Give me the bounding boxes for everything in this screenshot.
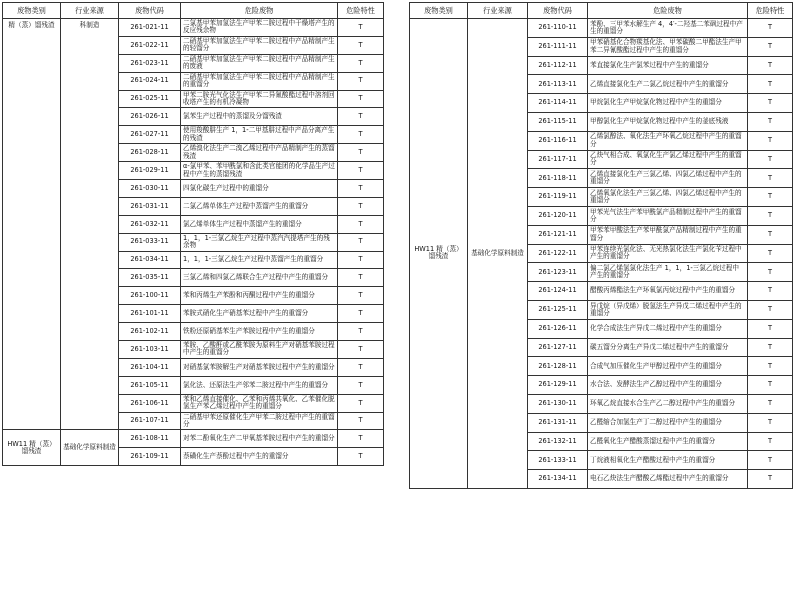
waste-description: 苯和乙烯直接催化、乙苯和丙烯共氧化、乙苯催化脱氢生产苯乙烯过程中产生的重馏分 — [181, 394, 338, 412]
hazard-property: T — [748, 112, 793, 131]
waste-code: 261-113-11 — [528, 75, 588, 94]
header-code: 废物代码 — [119, 3, 181, 19]
industry-cell: 基础化学原料制造 — [61, 430, 119, 466]
waste-code: 261-108-11 — [119, 430, 181, 448]
waste-description: 水合法、发酵法生产乙醇过程中产生的重馏分 — [588, 376, 748, 395]
waste-code: 261-026-11 — [119, 108, 181, 126]
waste-code: 261-133-11 — [528, 451, 588, 470]
header-code: 废物代码 — [528, 3, 588, 19]
waste-description: 1，1，1-三氯乙烷生产过程中蒸馏产生的重馏分 — [181, 251, 338, 269]
waste-code: 261-118-11 — [528, 169, 588, 188]
industry-cell: 科制造 — [61, 19, 119, 430]
hazard-property: T — [748, 225, 793, 244]
waste-description: 二硝基甲苯加氢法生产甲苯二胺过程中产品精制产生的轻馏分 — [181, 36, 338, 54]
hazard-property: T — [748, 357, 793, 376]
hazard-property: T — [338, 341, 384, 359]
waste-code: 261-105-11 — [119, 376, 181, 394]
waste-code: 261-111-11 — [528, 37, 588, 56]
hazard-property: T — [748, 19, 793, 38]
table-row — [3, 19, 384, 37]
hazard-property: T — [338, 108, 384, 126]
waste-code: 261-114-11 — [528, 94, 588, 113]
hazard-property: T — [338, 72, 384, 90]
waste-code: 261-100-11 — [119, 287, 181, 305]
hazard-property: T — [748, 244, 793, 263]
waste-description: 铁粉还原硝基苯生产苯胺过程中产生的重馏分 — [181, 323, 338, 341]
waste-description: 甲苯连续光氯化法、无光热氯化法生产氯化苄过程中产生的重馏分 — [588, 244, 748, 263]
waste-description: 氯化法、还原法生产邻苯二胺过程中产生的重馏分 — [181, 376, 338, 394]
waste-code: 261-022-11 — [119, 36, 181, 54]
waste-description: 使用羧酸肼生产 1，1-二甲基肼过程中产品分离产生的残渣 — [181, 126, 338, 144]
waste-description: 对硝基氯苯胺解生产对硝基苯胺过程中产生的重馏分 — [181, 358, 338, 376]
hazard-property: T — [748, 282, 793, 301]
category-cell: 精（蒸）馏残渣 — [3, 19, 61, 430]
waste-code: 261-030-11 — [119, 180, 181, 198]
waste-description: 甲醇氯化生产甲烷氯化物过程中产生的釜底残液 — [588, 112, 748, 131]
waste-description: 三氯乙烯和四氯乙烯联合生产过程中产生的重馏分 — [181, 269, 338, 287]
waste-description: 乙烯直接氯化生产三氯乙烯、四氯乙烯过程中产生的重馏分 — [588, 169, 748, 188]
waste-description: α-氯甲苯、苯甲酰氯和含此类官能团的化学品生产过程中产生的蒸馏残渣 — [181, 162, 338, 180]
waste-description: 四氯化碳生产过程中的重馏分 — [181, 180, 338, 198]
hazard-property: T — [748, 432, 793, 451]
waste-code: 261-027-11 — [119, 126, 181, 144]
hazard-property: T — [748, 394, 793, 413]
left-waste-table — [2, 2, 384, 466]
waste-description: 甲苯二胺光气化法生产甲苯二异氰酸酯过程中溶剂回收塔产生的有机冷凝物 — [181, 90, 338, 108]
left-table-header — [3, 3, 384, 19]
waste-description: 氯苯生产过程中的蒸馏及分馏残渣 — [181, 108, 338, 126]
waste-description: 萘磺化生产萘酚过程中产生的重馏分 — [181, 448, 338, 466]
header-industry: 行业来源 — [468, 3, 528, 19]
waste-description: 甲苯光气法生产苯甲酰氯产品精制过程中产生的重馏分 — [588, 206, 748, 225]
waste-code: 261-129-11 — [528, 376, 588, 395]
hazard-property: T — [748, 263, 793, 282]
waste-code: 261-023-11 — [119, 54, 181, 72]
category-cell: HW11 精（蒸）馏残渣 — [3, 430, 61, 466]
waste-description: 丁烷液相氧化生产醋酸过程中产生的重馏分 — [588, 451, 748, 470]
waste-description: 甲苯硝基化合物羰基化法、甲苯碳酸二甲酯法生产甲苯二异氰酸酯过程中产生的重馏分 — [588, 37, 748, 56]
header-waste: 危险废物 — [181, 3, 338, 19]
hazard-property: T — [338, 412, 384, 430]
hazard-property: T — [338, 215, 384, 233]
waste-code: 261-028-11 — [119, 144, 181, 162]
waste-code: 261-103-11 — [119, 341, 181, 359]
waste-code: 261-117-11 — [528, 150, 588, 169]
waste-code: 261-021-11 — [119, 19, 181, 37]
hazard-property: T — [338, 394, 384, 412]
waste-code: 261-104-11 — [119, 358, 181, 376]
waste-description: 偏二氯乙烯氢氯化法生产 1，1，1-三氯乙烷过程中产生的重馏分 — [588, 263, 748, 282]
left-table-body — [3, 19, 384, 466]
hazard-property: T — [748, 131, 793, 150]
waste-description: 对苯二酚氧化生产二甲氧基苯胺过程中产生的重馏分 — [181, 430, 338, 448]
hazard-property: T — [338, 144, 384, 162]
waste-description: 二氯基甲苯加氢法生产甲苯二胺过程中干燥塔产生的反应残余物 — [181, 19, 338, 37]
hazard-property: T — [338, 54, 384, 72]
waste-description: 苯直接氯化生产氯苯过程中产生的重馏分 — [588, 56, 748, 75]
hazard-property: T — [338, 180, 384, 198]
hazard-property: T — [338, 162, 384, 180]
header-hazard: 危险特性 — [748, 3, 793, 19]
waste-code: 261-034-11 — [119, 251, 181, 269]
hazard-property: T — [748, 451, 793, 470]
waste-code: 261-107-11 — [119, 412, 181, 430]
waste-description: 苯和丙烯生产苯酚和丙酮过程中产生的重馏分 — [181, 287, 338, 305]
waste-code: 261-134-11 — [528, 470, 588, 489]
waste-description: 二氯乙烯单体生产过程中蒸馏产生的重馏分 — [181, 197, 338, 215]
waste-description: 电石乙炔法生产醋酸乙烯酯过程中产生的重馏分 — [588, 470, 748, 489]
waste-code: 261-119-11 — [528, 188, 588, 207]
waste-description: 乙烯溴化法生产二溴乙烯过程中产品精制产生的蒸馏残渣 — [181, 144, 338, 162]
header-category: 废物类别 — [410, 3, 468, 19]
hazard-property: T — [338, 430, 384, 448]
hazard-property: T — [748, 188, 793, 207]
waste-code: 261-032-11 — [119, 215, 181, 233]
hazard-property: T — [338, 36, 384, 54]
hazard-property: T — [748, 470, 793, 489]
waste-code: 261-025-11 — [119, 90, 181, 108]
waste-code: 261-132-11 — [528, 432, 588, 451]
waste-code: 261-125-11 — [528, 300, 588, 319]
waste-description: 化学合成法生产异戊二烯过程中产生的重馏分 — [588, 319, 748, 338]
waste-code: 261-127-11 — [528, 338, 588, 357]
header-waste: 危险废物 — [588, 3, 748, 19]
hazard-property: T — [748, 56, 793, 75]
hazard-property: T — [748, 150, 793, 169]
waste-description: 二硝基甲苯加氢法生产甲苯二胺过程中产品精制产生的废液 — [181, 54, 338, 72]
waste-code: 261-123-11 — [528, 263, 588, 282]
hazard-property: T — [748, 169, 793, 188]
hazard-property: T — [338, 251, 384, 269]
waste-code: 261-102-11 — [119, 323, 181, 341]
waste-description: 苯胺式硝化生产硝基苯过程中产生的重馏分 — [181, 305, 338, 323]
waste-code: 261-115-11 — [528, 112, 588, 131]
hazard-property: T — [748, 338, 793, 357]
waste-code: 261-109-11 — [119, 448, 181, 466]
hazard-property: T — [748, 300, 793, 319]
hazard-property: T — [338, 358, 384, 376]
waste-description: 异戊烷（异戊烯）脱氢法生产异戊二烯过程中产生的重馏分 — [588, 300, 748, 319]
hazard-property: T — [338, 287, 384, 305]
waste-code: 261-110-11 — [528, 19, 588, 38]
waste-description: 乙烯直接氯化生产二氯乙烷过程中产生的重馏分 — [588, 75, 748, 94]
waste-description: 二硝基甲苯加氢法生产甲苯二胺过程中产品精制产生的重馏分 — [181, 72, 338, 90]
hazard-property: T — [748, 319, 793, 338]
hazard-property: T — [748, 413, 793, 432]
waste-code: 261-128-11 — [528, 357, 588, 376]
hazard-property: T — [748, 75, 793, 94]
hazard-property: T — [338, 305, 384, 323]
waste-description: 乙炔气相合成、氧氯化生产氯乙烯过程中产生的重馏分 — [588, 150, 748, 169]
waste-description: 甲烷氯化生产甲烷氯化物过程中产生的重馏分 — [588, 94, 748, 113]
hazard-property: T — [748, 94, 793, 113]
waste-description: 苯胺、乙酸酐或乙酰苯胺为原料生产对硝基苯胺过程中产生的重馏分 — [181, 341, 338, 359]
waste-description: 氯乙烯单体生产过程中蒸馏产生的重馏分 — [181, 215, 338, 233]
waste-description: 甲苯苯甲酸法生产苯甲酰氯产品精制过程中产生的重馏分 — [588, 225, 748, 244]
hazard-property: T — [338, 448, 384, 466]
waste-code: 261-116-11 — [528, 131, 588, 150]
waste-description: 碳五馏分分离生产异戊二烯过程中产生的重馏分 — [588, 338, 748, 357]
waste-description: 乙醛氧化生产醋酸蒸馏过程中产生的重馏分 — [588, 432, 748, 451]
waste-description: 苯酚、三甲苯水解生产 4，4′-二羟基二苯砜过程中产生的重馏分 — [588, 19, 748, 38]
header-hazard: 危险特性 — [338, 3, 384, 19]
hazard-property: T — [338, 233, 384, 251]
hazard-property: T — [338, 197, 384, 215]
waste-code: 261-101-11 — [119, 305, 181, 323]
right-table-header — [410, 3, 793, 19]
waste-code: 261-126-11 — [528, 319, 588, 338]
waste-code: 261-024-11 — [119, 72, 181, 90]
waste-description: 合成气加压催化生产甲醇过程中产生的重馏分 — [588, 357, 748, 376]
hazard-property: T — [338, 126, 384, 144]
hazard-property: T — [338, 323, 384, 341]
table-row — [410, 19, 793, 38]
waste-code: 261-131-11 — [528, 413, 588, 432]
hazard-property: T — [338, 376, 384, 394]
waste-code: 261-121-11 — [528, 225, 588, 244]
waste-code: 261-029-11 — [119, 162, 181, 180]
waste-description: 醋酸丙烯酯法生产环氧氯丙烷过程中产生的重馏分 — [588, 282, 748, 301]
table-row — [3, 430, 384, 448]
right-table-body — [410, 19, 793, 489]
hazard-property: T — [748, 206, 793, 225]
waste-description: 1，1，1-三氯乙烷生产过程中蒸汽汽提塔产生的残余物 — [181, 233, 338, 251]
waste-description: 二硝基甲苯还原催化生产甲苯二胺过程中产生的重馏分 — [181, 412, 338, 430]
waste-code: 261-120-11 — [528, 206, 588, 225]
header-industry: 行业来源 — [61, 3, 119, 19]
hazard-property: T — [338, 19, 384, 37]
waste-code: 261-112-11 — [528, 56, 588, 75]
hazard-property: T — [748, 37, 793, 56]
category-cell: HW11 精（蒸）馏残渣 — [410, 19, 468, 489]
hazard-property: T — [338, 90, 384, 108]
hazard-property: T — [338, 269, 384, 287]
waste-code: 261-124-11 — [528, 282, 588, 301]
waste-description: 乙醛缩合加氢生产丁二醇过程中产生的重馏分 — [588, 413, 748, 432]
waste-code: 261-130-11 — [528, 394, 588, 413]
waste-description: 环氧乙烷直接水合生产乙二醇过程中产生的重馏分 — [588, 394, 748, 413]
header-category: 废物类别 — [3, 3, 61, 19]
industry-cell: 基础化学原料制造 — [468, 19, 528, 489]
waste-description: 乙烯氯醇法、氧化法生产环氧乙烷过程中产生的重馏分 — [588, 131, 748, 150]
waste-code: 261-122-11 — [528, 244, 588, 263]
hazard-property: T — [748, 376, 793, 395]
waste-code: 261-031-11 — [119, 197, 181, 215]
right-waste-table — [409, 2, 793, 489]
waste-code: 261-035-11 — [119, 269, 181, 287]
waste-code: 261-106-11 — [119, 394, 181, 412]
waste-description: 乙烯氧氯化法生产三氯乙烯、四氯乙烯过程中产生的重馏分 — [588, 188, 748, 207]
waste-code: 261-033-11 — [119, 233, 181, 251]
